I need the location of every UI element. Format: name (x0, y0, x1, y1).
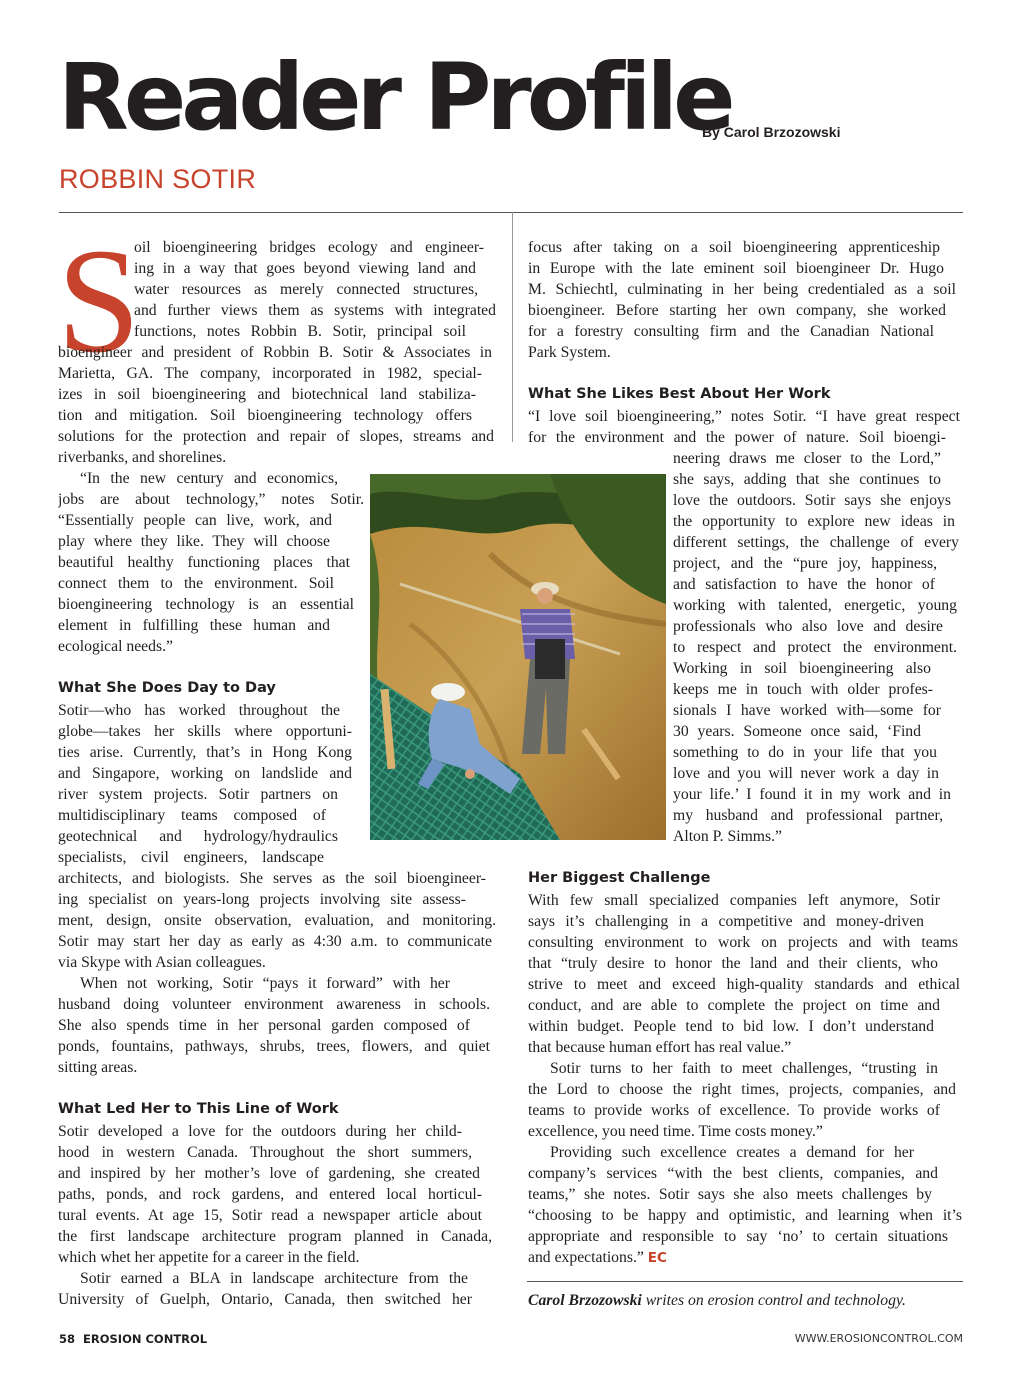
article-line: love the outdoors. Sotir says she enjoys (673, 492, 951, 509)
article-line: tural events. At age 15, Sotir read a newspaper article about (58, 1207, 482, 1224)
article-line: “choosing to be happy and optimistic, and learning when it’s (528, 1207, 962, 1224)
article-line: ties arise. Currently, that’s in Hong Kong (58, 744, 352, 761)
article-line: water resources as merely connected structures, (134, 281, 478, 298)
article-line: via Skype with Asian colleagues. (58, 954, 266, 971)
article-line: the opportunity to explore new ideas in (673, 513, 955, 530)
article-line: jobs are about technology,” notes Sotir. (58, 491, 364, 508)
magazine-name: EROSION CONTROL (83, 1332, 208, 1346)
article-line: ment, design, onsite observation, evaluation, and monitoring. (58, 912, 496, 929)
article-line: teams,” she notes. Sotir says she also meets challenges by (528, 1186, 932, 1203)
article-line: When not working, Sotir “pays it forward” with her (80, 975, 450, 992)
article-line: the Lord to choose the right times, projects, companies, and (528, 1081, 956, 1098)
article-line: ecological needs.” (58, 638, 173, 655)
article-line: the first landscape architecture program planned in Canada, (58, 1228, 492, 1245)
article-line: bioengineering technology is an essential (58, 596, 354, 613)
article-line: to respect and protect the environment. (673, 639, 957, 656)
section-heading: What She Likes Best About Her Work (528, 386, 831, 402)
article-line: “Essentially people can live, work, and (58, 512, 332, 529)
article-line: excellence, you need time. Time costs money.” (528, 1123, 823, 1140)
article-line: different settings, the challenge of every (673, 534, 959, 551)
section-heading: Her Biggest Challenge (528, 870, 711, 886)
article-line: She also spends time in her personal garden composed of (58, 1017, 470, 1034)
article-line: hood in western Canada. Throughout the short summers, (58, 1144, 472, 1161)
article-line: sitting areas. (58, 1059, 138, 1076)
article-line: University of Guelph, Ontario, Canada, then switched her (58, 1291, 472, 1308)
section-heading: What Led Her to This Line of Work (58, 1101, 339, 1117)
article-line: my husband and professional partner, (673, 807, 943, 824)
article-line: izes in soil bioengineering and biotechnical land stabiliza- (58, 386, 476, 403)
article-line: tion and mitigation. Soil bioengineering technology offers (58, 407, 472, 424)
footer-left (59, 1332, 207, 1346)
article-line: which whet her appetite for a career in the field. (58, 1249, 360, 1266)
article-line: Alton P. Simms.” (673, 828, 782, 845)
article-line: Sotir—who has worked throughout the (58, 702, 340, 719)
author-note (528, 1290, 906, 1311)
article-line: within budget. People tend to bid low. I don’t understand (528, 1018, 934, 1035)
article-line: appropriate and responsible to say ‘no’ to certain situations (528, 1228, 948, 1245)
author-rule (527, 1281, 963, 1282)
article-line: With few small specialized companies left anymore, Sotir (528, 892, 940, 909)
article-line: functions, notes Robbin B. Sotir, principal soil (134, 323, 466, 340)
article-line: Sotir may start her day as early as 4:30 a.m. to communicate (58, 933, 492, 950)
article-line: strive to meet and exceed high-quality standards and ethical (528, 976, 960, 993)
article-line: that because human effort has real value.” (528, 1039, 792, 1056)
article-line: bioengineer and president of Robbin B. Sotir & Associates in (58, 344, 492, 361)
subject-name: ROBBIN SOTIR (59, 164, 257, 194)
article-line: and further views them as systems with integrated (134, 302, 496, 319)
end-mark: EC (647, 1250, 667, 1266)
article-line: riverbanks, and shorelines. (58, 449, 227, 466)
article-line: M. Schiechtl, culminating in her being credentialed as a soil (528, 281, 956, 298)
article-line: ing in a way that goes beyond viewing land and (134, 260, 476, 277)
article-line: working with talented, energetic, young (673, 597, 957, 614)
article-line: professionals who also love and desire (673, 618, 943, 635)
article-line: “I love soil bioengineering,” notes Sotir. “I have great respect (528, 408, 960, 425)
article-line: project, and the “pure joy, happiness, (673, 555, 937, 572)
header-rule (59, 212, 963, 213)
article-line: that “truly desire to honor the land and their clients, who (528, 955, 938, 972)
author-note-text: writes on erosion control and technology. (641, 1292, 906, 1309)
byline: By Carol Brzozowski (702, 124, 841, 140)
article-line: something to do in your life that you (673, 744, 937, 761)
article-line-text: and expectations.” (528, 1249, 644, 1266)
article-line: architects, and biologists. She serves as the soil bioengineer- (58, 870, 486, 887)
article-line: consulting environment to work on projects and with teams (528, 934, 958, 951)
article-line: love and you will never work a day in (673, 765, 939, 782)
article-line: Marietta, GA. The company, incorporated in 1982, special- (58, 365, 482, 382)
profile-photo (370, 474, 666, 840)
column-rule (512, 212, 513, 442)
article-line: Sotir developed a love for the outdoors during her child- (58, 1123, 462, 1140)
page-title: Reader Profile (58, 44, 731, 151)
article-line: ponds, fountains, pathways, shrubs, trees, flowers, and quiet (58, 1038, 490, 1055)
article-line: conduct, and are able to complete the project on time and (528, 997, 940, 1014)
article-line: beautiful healthy functioning places that (58, 554, 350, 571)
article-line: solutions for the protection and repair of slopes, streams and (58, 428, 494, 445)
article-line: globe—takes her skills where opportuni- (58, 723, 352, 740)
article-line: Sotir turns to her faith to meet challenges, “trusting in (550, 1060, 938, 1077)
article-line: keeps me in touch with older profes- (673, 681, 933, 698)
article-line: paths, ponds, and rock gardens, and entered local horticul- (58, 1186, 482, 1203)
article-line: she says, adding that she continues to (673, 471, 941, 488)
article-line: “In the new century and economics, (80, 470, 338, 487)
article-line: sionals I have worked with—some for (673, 702, 941, 719)
article-line: play where they like. They will choose (58, 533, 330, 550)
author-name: Carol Brzozowski (528, 1292, 642, 1309)
article-line: neering draws me closer to the Lord,” (673, 450, 941, 467)
article-line: oil bioengineering bridges ecology and engineer- (134, 239, 484, 256)
page-number: 58 (59, 1332, 76, 1346)
section-heading: What She Does Day to Day (58, 680, 276, 696)
article-line: Working in soil bioengineering also (673, 660, 931, 677)
drop-cap: S (57, 218, 141, 384)
article-line: and Singapore, working on landslide and (58, 765, 352, 782)
article-line: husband doing volunteer environment awareness in schools. (58, 996, 490, 1013)
article-line: company’s services “with the best clients, companies, and (528, 1165, 938, 1182)
article-line: multidisciplinary teams composed of (58, 807, 326, 824)
article-line: bioengineer. Before starting her own company, she worked (528, 302, 946, 319)
article-line: and satisfaction to have the honor of (673, 576, 935, 593)
article-line: ing specialist on years-long projects involving site assess- (58, 891, 466, 908)
article-line (528, 1247, 667, 1268)
website-link[interactable]: WWW.EROSIONCONTROL.COM (794, 1332, 963, 1345)
article-line: focus after taking on a soil bioengineering apprenticeship (528, 239, 940, 256)
article-line: Park System. (528, 344, 611, 361)
article-line: and inspired by her mother’s love of gardening, she created (58, 1165, 480, 1182)
article-line: 30 years. Someone once said, ‘Find (673, 723, 921, 740)
article-line: geotechnical and hydrology/hydraulics (58, 828, 338, 845)
article-line: Providing such excellence creates a demand for her (550, 1144, 914, 1161)
article-line: your life.’ I found it in my work and in (673, 786, 951, 803)
article-line: for a forestry consulting firm and the Canadian National (528, 323, 934, 340)
article-line: for the environment and the power of nature. Soil bioengi- (528, 429, 946, 446)
article-line: element in fulfilling these human and (58, 617, 330, 634)
article-line: Sotir earned a BLA in landscape architecture from the (80, 1270, 468, 1287)
article-line: in Europe with the late eminent soil bioengineer Dr. Hugo (528, 260, 944, 277)
article-line: specialists, civil engineers, landscape (58, 849, 324, 866)
article-line: teams to provide works of excellence. To provide works of (528, 1102, 940, 1119)
article-line: connect them to the environment. Soil (58, 575, 334, 592)
article-line: says it’s challenging in a competitive and money-driven (528, 913, 924, 930)
article-line: river system projects. Sotir partners on (58, 786, 338, 803)
